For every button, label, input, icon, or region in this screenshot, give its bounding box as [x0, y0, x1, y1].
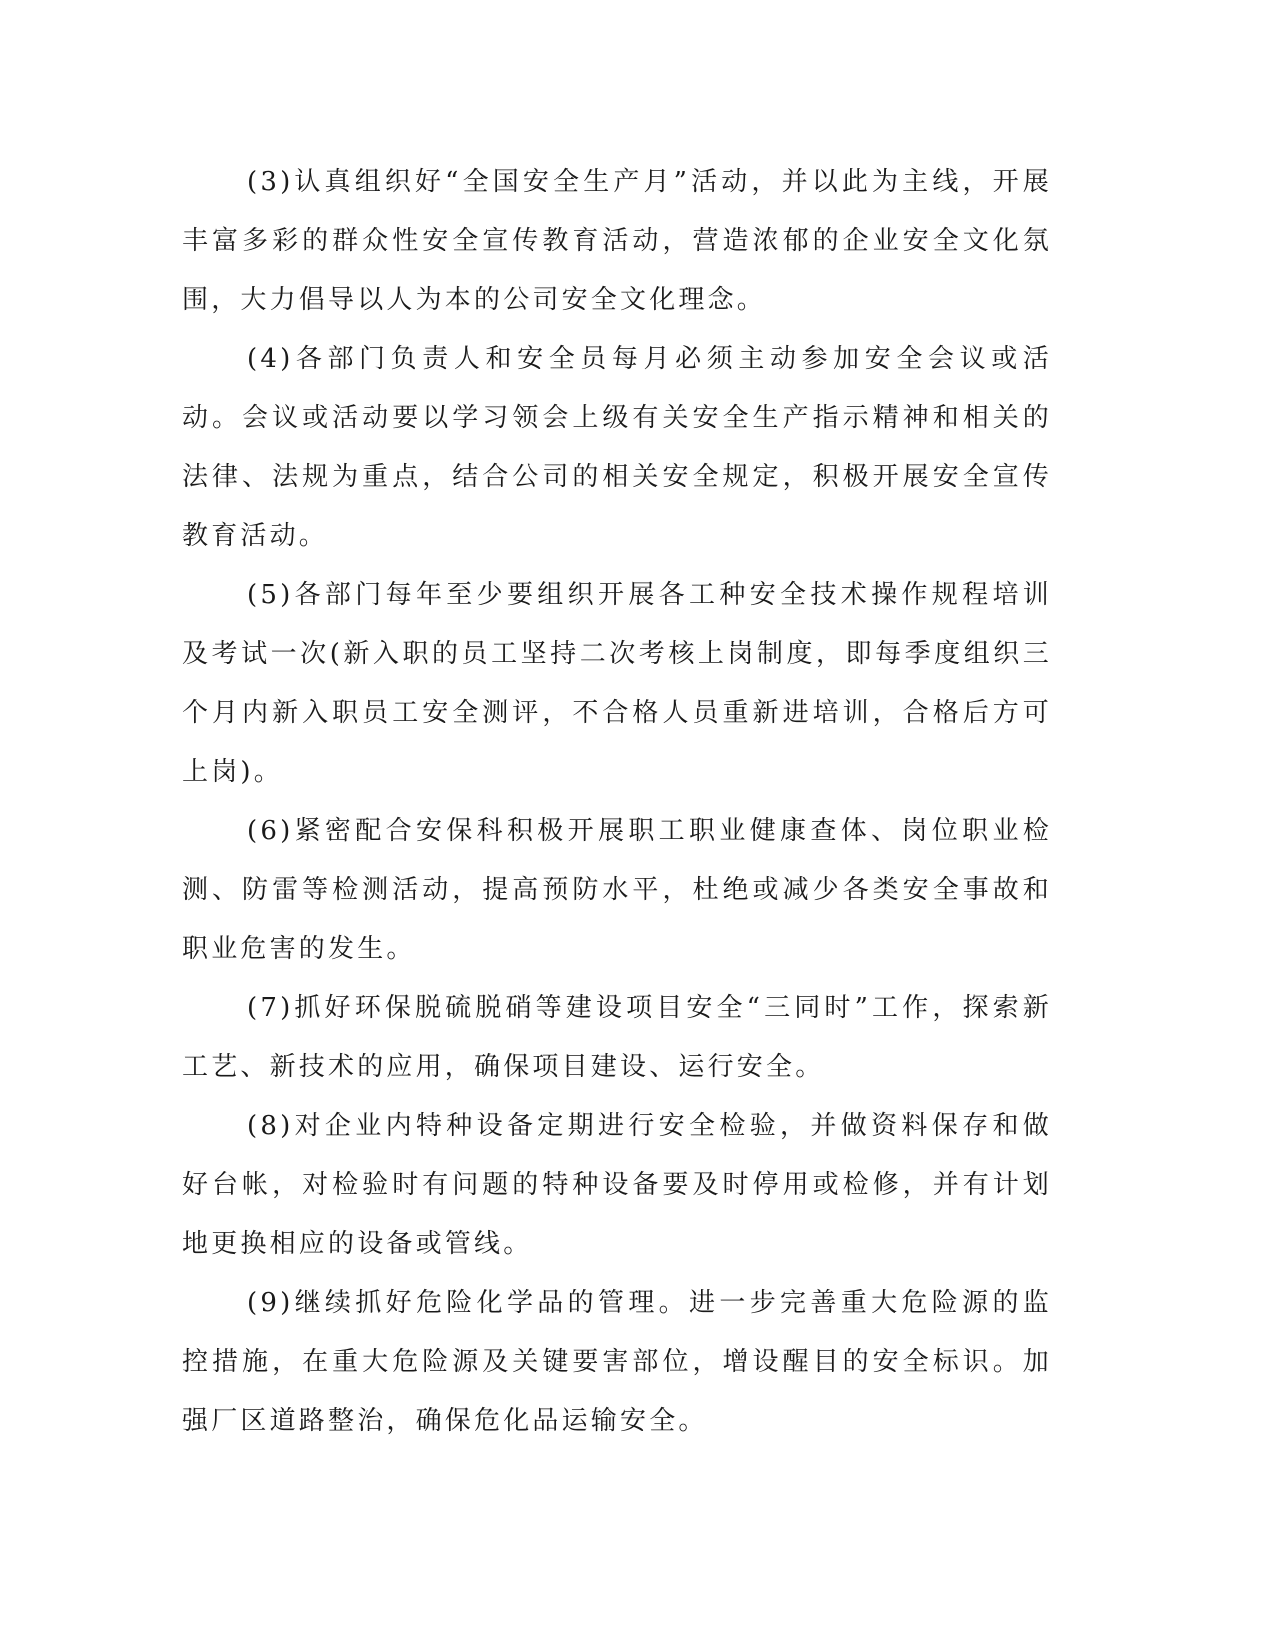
paragraph-4: (4)各部门负责人和安全员每月必须主动参加安全会议或活动。会议或活动要以学习领会上级有关安全生产指示精神和相关的法律、法规为重点，结合公司的相关安全规定，积极开展安全宣传教育活动。 [182, 344, 1052, 551]
paragraph-8: (8)对企业内特种设备定期进行安全检验，并做资料保存和做好台帐，对检验时有问题的特种设备要及时停用或检修，并有计划地更换相应的设备或管线。 [182, 1111, 1052, 1259]
paragraph-6: (6)紧密配合安保科积极开展职工职业健康查体、岗位职业检测、防雷等检测活动，提高预防水平，杜绝或减少各类安全事故和职业危害的发生。 [182, 816, 1052, 964]
paragraph-3: (3)认真组织好“全国安全生产月”活动，并以此为主线，开展丰富多彩的群众性安全宣传教育活动，营造浓郁的企业安全文化氛围，大力倡导以人为本的公司安全文化理念。 [182, 167, 1052, 315]
document-body [182, 153, 1052, 1451]
paragraph-5: (5)各部门每年至少要组织开展各工种安全技术操作规程培训及考试一次(新入职的员工坚持二次考核上岗制度，即每季度组织三个月内新入职员工安全测评，不合格人员重新进培训，合格后方可上岗)。 [182, 580, 1052, 787]
paragraph-9: (9)继续抓好危险化学品的管理。进一步完善重大危险源的监控措施，在重大危险源及关键要害部位，增设醒目的安全标识。加强厂区道路整治，确保危化品运输安全。 [182, 1288, 1052, 1436]
paragraph-7: (7)抓好环保脱硫脱硝等建设项目安全“三同时”工作，探索新工艺、新技术的应用，确保项目建设、运行安全。 [182, 993, 1052, 1082]
